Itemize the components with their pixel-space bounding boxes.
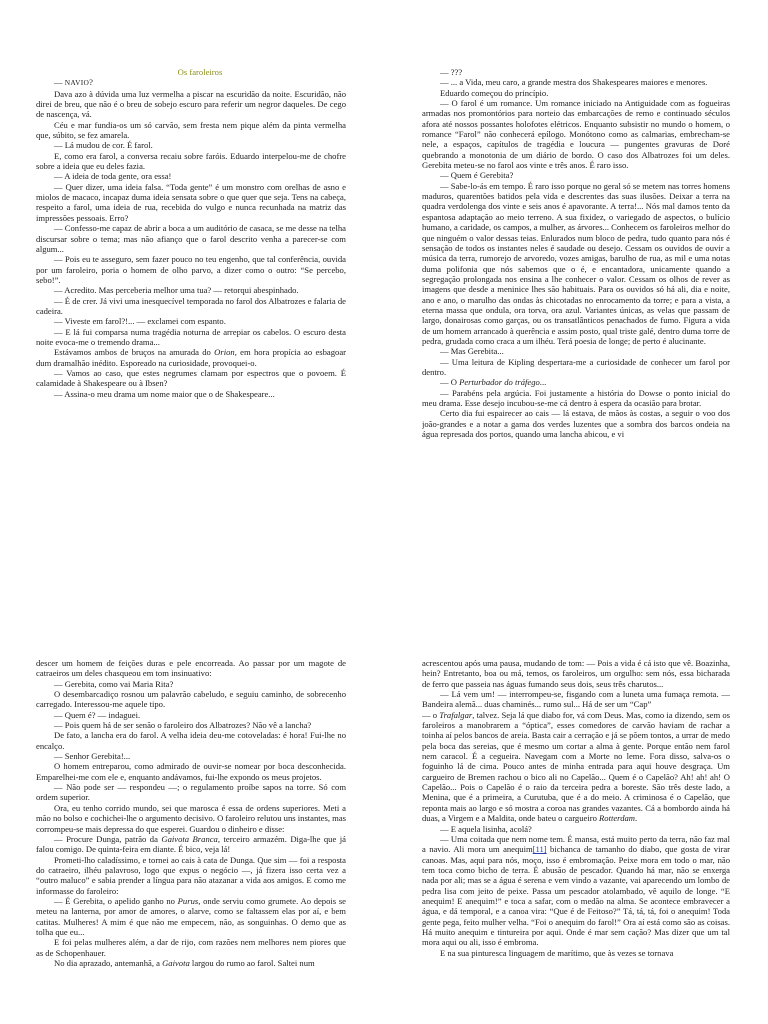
chapter-title: Os faroleiros [177, 67, 223, 77]
paragraph: — Lá mudou de cor. É farol. [54, 140, 153, 151]
paragraph: — Não pode ser — respondeu —; o regulamento proíbe sapos na torre. Só com ordem superior. [36, 782, 346, 803]
paragraph-text: largou do rumo ao farol. Saltei num [189, 957, 315, 968]
paragraph-text: , onde serviu como grumete. Ao depois se meteu na lanterna, por amor de amores, o alarve, como se faltassem elas por aí, e bem catitas. Mulheres! A mim é que não me empecem, não, as songuinhas. O demo que as tolha que eu... [36, 895, 346, 937]
paragraph: — Vamos ao caso, que estes negrumes clamam por espectros que o povoem. É calamidade à Shakespeare ou à Ibsen? [36, 367, 346, 389]
paragraph [36, 834, 346, 855]
paragraph: Prometi-lho caladíssimo, e tornei ao cais à cata de Dunga. Que sim — foi a resposta do catraeiro, ilhéu palavroso, logo que expus o negócio —, já fizera isso certa vez a “outro maluco” e sabia prender a língua para não atazanar a vida aos amigos. E como me informasse do faroleiro: [36, 854, 346, 896]
paragraph: — E aquela lisinha, acolá? [440, 823, 532, 834]
paragraph-text: — O [440, 377, 460, 388]
italic-title: Perturbador do tráfego [459, 377, 540, 388]
paragraph-text: bichanca de tamanho do diabo, que gosta de virar canoas. Mas, aqui para nós, moço, isso é embromação. Peixe mora em todo o mar, não tem toca como bicho de terra. É abusão de pescador. Quando há mar, não se enxerga nada por ali; mas se a água é serena e vem vindo a vazante, vai aparecendo um lombo de pedra lisa com jeito de peixe. Passa um pescador atolambado, vê aquilo de longe. “E anequim! E anequim!” e toca a safar, com o medão na alma. Se acontece embravecer a água, e dá temporal, e a canoa vira: “Que é de Feitoso?” Tá, tá, tá, foi o anequim! Toda gente pega, feito mulher velha. “Foi o anequim do farol!” Ora aí está como são as coisas. Há muito anequim e tintureira por aqui. Onde é mar sem cação? Mas dizer que um tal mora aqui ou ali, isso é embroma. [422, 844, 730, 948]
paragraph: — Quem é Gerebita? [440, 170, 514, 181]
paragraph-text: , terceiro armazém. Diga-lhe que já falou comigo. De quinta-feira em diante. É bico, veja lá! [36, 833, 346, 855]
paragraph: descer um homem de feições duras e pele encorreada. Ao passar por um magote de catraeiros um deles chasqueou em tom insinuativo: [36, 658, 346, 679]
paragraph: Dava azo à dúvida uma luz vermelha a piscar na escuridão da noite. Escuridão, não direi de breu, que não é o breu de sobejo escuro para referir um negror daqueles. De cego de nascença, vá. [36, 88, 346, 120]
paragraph-text: . [635, 813, 638, 824]
paragraph: — O farol é um romance. Um romance iniciado na Antiguidade com as fogueiras armadas nos promontórios para norteio das embarcações de remo e continuado séculos afora até nossos possantes holofotes elétricos. Enquanto subsistir no mundo o homem, o romance “Farol” não conhecerá epílogo. Monótono como as calmarias, embrecham-se nele, a espaços, capítulos de tragédia e loucura — pungentes gravuras de Doré quebrando a monotonia de um diário de bordo. O caso dos Albatrozes foi um deles. Gerebita meteu-se no farol aos vinte e três anos. É raro isso. [422, 98, 730, 171]
italic-title: Gaivota [162, 957, 190, 968]
paragraph: Eduardo começou do princípio. [440, 87, 549, 98]
paragraph: — Quem é? — indaguei. [54, 709, 141, 720]
paragraph: — Pois eu te asseguro, sem fazer pouco no teu engenho, que tal conferência, ouvida por um faroleiro, poria o homem de olho parvo, a dizer como o outro: “Se percebo, sebo!”. [36, 254, 346, 285]
italic-title: Orion [214, 347, 235, 358]
paragraph: — Lá vem um! — interrompeu-se, fisgando com a luneta uma fumaça remota. — Bandeira alemã... duas chaminés... rumo sul... Há de ser um “Cap” [422, 689, 730, 710]
paragraph: E na sua pinturesca linguagem de marítimo, que às vezes se tornava [440, 947, 674, 958]
paragraph-text: ? [89, 77, 93, 88]
page-right-bottom [422, 658, 730, 1024]
paragraph-text: — Procure Dunga, patrão da [54, 833, 162, 844]
paragraph: — Assina-o meu drama um nome maior que o de Shakespeare... [54, 388, 275, 399]
page-left-bottom [36, 658, 346, 1024]
paragraph-text: — Uma coitada que nem nome tem. É mansa, está muito perto da terra, não faz mal a navio. Ali mora um anequim [422, 833, 730, 855]
paragraph: O desembarcadiço rosnou um palavrão cabeludo, e seguiu caminho, de sobrecenho carregado. Interessou-me aquele tipo. [36, 689, 346, 710]
paragraph: — É de crer. Já vivi uma inesquecível temporada no farol dos Albatrozes e falaria de cadeira. [36, 295, 346, 316]
paragraph: — Acredito. Mas perceberia melhor uma tua? — retorqui abespinhado. [54, 285, 299, 296]
paragraph: Céu e mar fundia-os um só carvão, sem fresta nem pique além da pinta vermelha que, súbito, se fez amarela. [36, 119, 346, 141]
paragraph [36, 347, 346, 368]
paragraph: O homem entreparou, como admirado de ouvir-se nomear por boca desconhecida. Emparelhei-me com ele e, enquanto andávamos, fui-lhe expondo os meus projetos. [36, 761, 346, 782]
paragraph [422, 710, 730, 824]
paragraph-text: — o [422, 709, 440, 720]
paragraph: Certo dia fui espairecer ao cais — lá estava, de mãos às costas, a seguir o voo dos joão-grandes e a notar a gama dos verdes luzentes que a sombra dos barcos ondeia na água represada dos portos, quando uma lancha abicou, e vi [422, 408, 730, 440]
paragraph [422, 377, 730, 387]
page2-body [422, 67, 730, 439]
paragraph: — Viveste em farol?!... — exclamei com espanto. [54, 316, 226, 327]
paragraph: E foi pelas mulheres além, a dar de rijo, com razões nem melhores nem piores que as de Schopenhauer. [36, 937, 346, 958]
paragraph-text: — É Gerebita, o apelido ganho no [54, 895, 178, 906]
page3-body [36, 658, 346, 968]
italic-title: Purus [177, 895, 199, 906]
paragraph [422, 834, 730, 948]
paragraph [36, 958, 346, 968]
page-left-top [36, 67, 346, 547]
paragraph-text: Estávamos ambos de bruços na amurada do [54, 347, 215, 358]
paragraph-text: No dia aprazado, antemanhã, a [54, 957, 163, 968]
paragraph: — Sabe-lo-ás em tempo. É raro isso porque no geral só se metem nas torres homens maduros, quarentões batidos pela vida e descrentes das suas ilusões. Deixar a terra na quadra verdolenga dos vinte e seis anos é apavorante. A terra!... Nós mal damos tento da espantosa adaptação ao meio terreno. A sua fixidez, o variegado de aspectos, o bulício humano, a caridade, os campos, a mulher, as árvores... Conhecem os faroleiros melhor do que ninguém o valor dessas teias. Enlurados num bloco de pedra, tudo quanto para nós é sensação de todos os instantes neles é saudade ou desejo. Cessam os ouvidos de ouvir a música da terra, rumorejo de arvoredo, vozes amigas, barulho de rua, as mil e uma notas duma polifonia que nós sabemos que o é, e encantadora, unicamente quando a segregação prolongada nos ensina a lhe conhecer o valor. Cessam os olhos de rever as imagens que desde a meninice lhes são habituais. Para os ouvidos só há ali, dia e noite, ano e ano, o marulho das ondas às chicotadas no enrocamento da torre; e para a vista, a eterna massa que ondula, ora torva, ora azul. Variantes únicas, as velas que passam de largo, donairosas como garças, ou os transatlânticos penachados de fumo. Figura a vida de um homem arrancado à querência e assim posto, qual triste galé, dentro duma torre de pedra, grudada como craca a um ilhéu. Terá poesia de longe; de perto é alucinante. [422, 180, 730, 346]
paragraph-text: , talvez. Seja lá que diabo for, vá com Deus. Mas, como ia dizendo, sem os faroleiros a manobrarem a “óptica”, esses comedores de carvão haviam de rachar a toinha aí pelos bancos de areia. Basta cair a cerração e já se põem tontos, a urrar de medo pela boca das sereias, que é mesmo um cortar a alma à gente. Porque então nem farol nem caracol. É a cegueira. Navegam com a Morte no leme. Fora disso, salva-os o foguinho lá de cima. Pouco antes de minha entrada para aqui houve desgraça. Um cargueiro de Bremen rachou o bico ali no Capelão... Quem é o Capelão? Ah! ah! ah! O Capelão... Pois o Capelão é o raio da terceira pedra a boreste. São três deste lado, a Menina, que é a primeira, a Curutuba, que é a do meio. A criminosa é o Capelão, que reponta mais ao largo e só mostra a coroa nas grandes vazantes. Cá a bombordo ainda há duas, a Virgem e a Maldita, onde bateu o cargueiro [422, 709, 730, 824]
italic-title: Gaivota Branca [161, 833, 218, 844]
paragraph: — Parabéns pela argúcia. Foi justamente a história do Dowse o ponto inicial do meu drama. Esse desejo incubou-se-me cá dentro à espera da ocasião para brotar. [422, 387, 730, 408]
paragraph: — Mas Gerebita... [440, 346, 504, 357]
paragraph: Ora, eu tenho corrido mundo, sei que marosca é essa de ordens superiores. Meti a mão no bolso e cochichei-lhe o argumento decisivo. O faroleiro relutou uns instantes, mas corrompeu-se mais depressa do que esperei. Guardou o dinheiro e disse: [36, 802, 346, 834]
paragraph: — Confesso-me capaz de abrir a boca a um auditório de casaca, se me desse na telha discursar sobre o tema; mas não afianço que o farol descrito venha a parecer-se com algum... [36, 223, 346, 254]
paragraph-text: — [54, 77, 65, 88]
paragraph: — Quer dizer, uma ideia falsa. “Toda gente” é um monstro com orelhas de asno e miolos de macaco, incapaz duma ideia sensata sobre o que quer que seja. Tens na cabeça, respeito a farol, uma ideia de rua, recebida do vulgo e nunca recunhada na matriz das impressões pessoais. Erro? [36, 181, 346, 223]
page1-body [36, 77, 346, 399]
paragraph: — ... a Vida, meu caro, a grande mestra dos Shakespeares maiores e menores. [440, 77, 708, 88]
page-right-top [422, 67, 730, 547]
italic-title: Rotterdam [599, 813, 636, 824]
paragraph [36, 896, 346, 937]
paragraph-text: , em hora propícia ao esbagoar dum dramalhão inédito. Esporeado na curiosidade, provoquei-o. [36, 347, 346, 368]
paragraph: — A ideia de toda gente, ora essa! [54, 171, 172, 182]
italic-title: Trafalgar [439, 709, 473, 720]
paragraph: — Pois quem há de ser senão o faroleiro dos Albatrozes? Não vê a lancha? [54, 720, 312, 731]
footnote-link[interactable]: [11] [532, 844, 547, 855]
paragraph: acrescentou após uma pausa, mudando de tom: — Pois a vida é cá isto que vê. Boazinha, hein? Entretanto, boa ou má, temos, os faroleiros, um orgulho: sem nós, essa bicharada de ferro que passeia nas águas fumando seus dois, seus três charutos... [422, 658, 730, 689]
paragraph [36, 77, 346, 88]
paragraph: — ??? [440, 67, 463, 77]
paragraph-text: ... [539, 377, 547, 388]
paragraph: — E lá fui comparsa numa tragédia noturna de arrepiar os cabelos. O escuro desta noite evoca-me o tremendo drama... [36, 326, 346, 347]
smallcaps-text: NAVIO [64, 78, 90, 88]
paragraph: De fato, a lancha era do farol. A velha ideia deu-me cotoveladas: é hora! Fui-lhe no encalço. [36, 730, 346, 751]
paragraph: — Senhor Gerebita!... [54, 751, 131, 762]
page4-body [422, 658, 730, 958]
paragraph: — Gerebita, como vai Maria Rita? [54, 678, 174, 689]
paragraph: E, como era farol, a conversa recaiu sobre faróis. Eduardo interpelou-me de chofre sobre a ideia que eu deles fazia. [36, 150, 346, 172]
paragraph: — Uma leitura de Kipling despertara-me a curiosidade de conhecer um farol por dentro. [422, 356, 730, 377]
